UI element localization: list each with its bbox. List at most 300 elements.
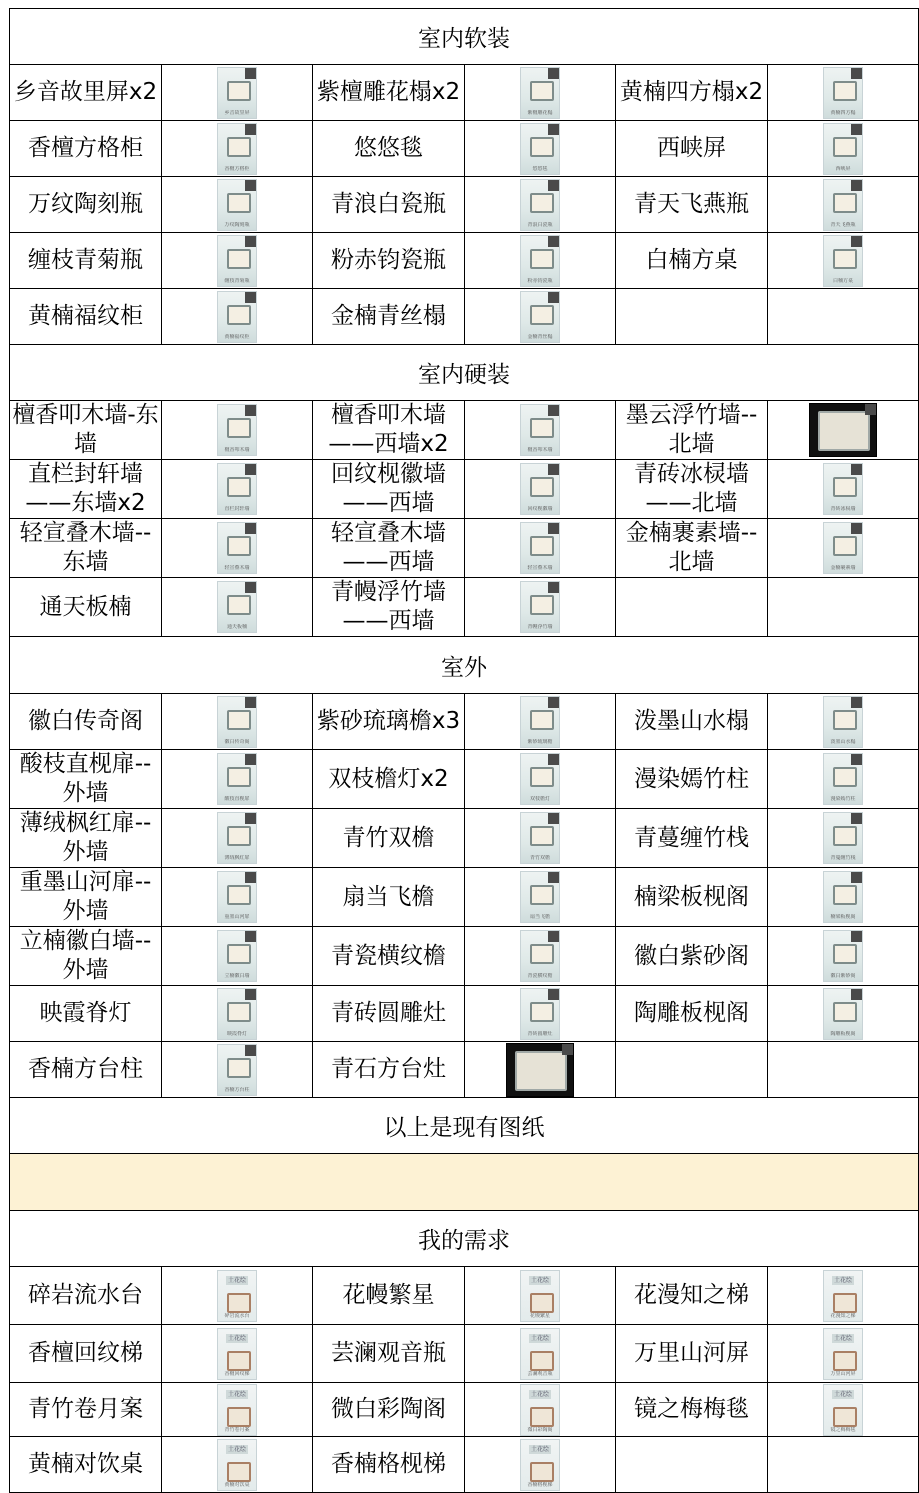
thumb-caption: 粉赤钧瓷瓶 [527,277,553,284]
item-name: 香楠格枧梯 [331,1451,446,1477]
item-name: 青竹双檐 [342,824,435,851]
item-name: 白楠方桌 [645,247,738,273]
item-thumb-cell [465,65,616,121]
item-thumb-cell [768,65,919,121]
item-name-cell [616,65,768,121]
blueprint-thumbnail [217,1384,257,1436]
item-thumb-cell [465,927,616,986]
thumb-caption: 缠枝青菊瓶 [224,277,250,284]
item-name-cell [10,289,162,345]
item-thumb-cell [465,809,616,868]
item-thumb-cell [162,868,313,927]
blueprint-thumbnail [217,696,257,748]
thumb-caption: 直栏封轩墙 [224,506,250,512]
item-thumb-cell [768,177,919,233]
item-thumb-cell [162,401,313,460]
item-thumb-cell [465,694,616,750]
thumb-caption: 西峡屏 [835,165,851,172]
thumb-caption: 重墨山河扉 [224,914,250,920]
item-name-cell [313,750,465,809]
thumb-caption: 轻宣叠木墙 [224,565,250,571]
item-name-cell [10,65,162,121]
item-thumb-cell [465,121,616,177]
item-name: 回纹枧徽墙——西墙 [331,461,446,516]
blueprint-thumbnail [823,235,863,287]
thumb-caption: 花缦繁星 [529,1312,550,1319]
blueprint-thumbnail [520,988,560,1040]
thumb-caption: 檀香叩木墙 [224,447,250,453]
table-row [10,1325,919,1383]
item-name: 轻宣叠木墙——西墙 [331,520,446,575]
blueprint-thumbnail [217,1439,257,1491]
item-name-cell [313,927,465,986]
thumb-caption: 双枝檐灯 [529,796,550,802]
item-name-cell [10,233,162,289]
blueprint-thumbnail [520,67,560,119]
thumb-caption: 镜之梅梅毯 [830,1426,856,1433]
thumb-caption: 金楠青丝榻 [527,333,553,340]
blueprint-thumbnail [520,812,560,864]
thumb-caption: 青砖冰棂墙 [830,506,856,512]
item-name: 碎岩流水台 [28,1282,143,1308]
item-thumb-cell [162,809,313,868]
blueprint-thumbnail [217,1270,257,1322]
item-name-cell [10,1437,162,1493]
table-row [10,1267,919,1325]
blueprint-thumbnail [823,871,863,923]
item-name-cell [616,809,768,868]
item-thumb-cell [768,694,919,750]
thumb-logo: 土花绘 [833,1334,852,1342]
item-name: 泼墨山水榻 [634,708,749,734]
blueprint-thumbnail [520,753,560,805]
table-row [10,927,919,986]
table-row [10,401,919,460]
thumb-caption: 花漫知之梯 [830,1312,856,1319]
item-thumb-cell [768,868,919,927]
item-thumb-cell [768,121,919,177]
item-thumb-cell [465,986,616,1042]
item-thumb-cell [768,1437,919,1493]
item-thumb-cell [162,694,313,750]
section-title: 室内软装 [10,9,919,65]
thumb-caption: 回纹枧徽墙 [527,506,553,512]
item-thumb-cell [465,1325,616,1383]
thumb-caption: 徽白紫砂阁 [830,973,856,979]
item-name-cell [313,1383,465,1437]
item-name: 青瓷横纹檐 [331,942,446,969]
item-name: 芸澜观音瓶 [331,1340,446,1366]
item-name: 万纹陶刻瓶 [28,191,143,217]
blueprint-thumbnail [217,235,257,287]
item-name-cell [616,460,768,519]
blueprint-thumbnail [506,1043,574,1097]
item-thumb-cell [465,289,616,345]
table-row [10,233,919,289]
section-title: 室外 [10,637,919,694]
item-name-cell [616,927,768,986]
blueprint-thumbnail [823,1270,863,1322]
item-thumb-cell [162,927,313,986]
thumb-caption: 楠梁板枧阁 [830,914,856,920]
thumb-caption: 泼墨山水榻 [830,738,856,745]
item-name: 万里山河屏 [634,1340,749,1366]
item-name-cell [616,1042,768,1098]
item-thumb-cell [162,1042,313,1098]
thumb-caption: 白楠方桌 [832,277,853,284]
item-thumb-cell [768,233,919,289]
item-name: 重墨山河扉--外墙 [19,869,152,924]
blueprint-thumbnail [217,404,257,456]
item-name-cell [10,1267,162,1325]
blueprint-thumbnail [520,522,560,574]
thumb-caption: 金楠裹素墙 [830,565,856,571]
item-name-cell [10,868,162,927]
thumb-caption: 紫檀雕花榻 [527,109,553,116]
table-row [10,65,919,121]
table-row [10,1437,919,1493]
item-name: 金楠裹素墙--北墙 [625,520,758,575]
blueprint-thumbnail [520,179,560,231]
item-thumb-cell [768,1267,919,1325]
item-name-cell [616,986,768,1042]
item-thumb-cell [768,927,919,986]
section-header-soft [10,9,919,65]
item-name: 漫染嫣竹柱 [634,765,749,792]
blueprint-thumbnail [823,123,863,175]
section-header-hard [10,345,919,401]
item-name: 香檀方格柜 [28,135,143,161]
blueprint-thumbnail [823,179,863,231]
item-name-cell [313,460,465,519]
item-thumb-cell [162,519,313,578]
thumb-caption: 微白彩陶阁 [527,1426,553,1433]
item-thumb-cell [465,578,616,637]
item-name: 缠枝青菊瓶 [28,247,143,273]
item-thumb-cell [465,1383,616,1437]
blueprint-thumbnail [217,871,257,923]
thumb-caption: 碎岩流水台 [224,1312,250,1319]
thumb-caption: 映霞脊灯 [226,1030,247,1037]
item-name-cell [313,1437,465,1493]
item-name: 酸枝直枧扉--外墙 [19,751,152,806]
thumb-logo: 土花绘 [833,1276,852,1284]
blueprint-thumbnail [520,1384,560,1436]
thumb-logo: 土花绘 [227,1390,246,1398]
blueprint-thumbnail [520,696,560,748]
blueprint-thumbnail [217,123,257,175]
item-name: 青幔浮竹墙——西墙 [331,579,446,634]
item-name-cell [313,809,465,868]
thumb-logo: 土花绘 [227,1334,246,1342]
thumb-logo: 土花绘 [227,1276,246,1284]
item-name-cell [10,460,162,519]
thumb-caption: 紫砂琉璃檐 [527,738,553,745]
item-thumb-cell [162,1267,313,1325]
item-thumb-cell [768,401,919,460]
thumb-caption: 青天飞燕瓶 [830,221,856,228]
table-row [10,121,919,177]
blueprint-thumbnail [520,581,560,633]
blueprint-thumbnail [217,1328,257,1380]
item-name-cell [10,1325,162,1383]
item-name-cell [313,401,465,460]
blueprint-thumbnail [520,871,560,923]
blueprint-thumbnail [823,522,863,574]
blueprint-thumbnail [823,812,863,864]
item-name-cell [10,401,162,460]
item-name-cell [10,694,162,750]
item-thumb-cell [162,1325,313,1383]
thumb-logo: 土花绘 [530,1276,549,1284]
item-thumb-cell [768,289,919,345]
blueprint-thumbnail [217,179,257,231]
thumb-caption: 万里山河屏 [830,1370,856,1377]
thumb-caption: 青浪白瓷瓶 [527,221,553,228]
table-row [10,1383,919,1437]
table-row [10,177,919,233]
item-name-cell [10,986,162,1042]
item-name: 徽白传奇阁 [28,708,143,734]
blueprint-thumbnail [823,463,863,515]
blueprint-thumbnail [217,1044,257,1096]
item-thumb-cell [162,289,313,345]
item-thumb-cell [465,460,616,519]
item-name: 青竹卷月案 [28,1396,143,1422]
item-name-cell [616,1267,768,1325]
item-name: 青石方台灶 [331,1056,446,1082]
thumb-logo: 土花绘 [530,1334,549,1342]
thumb-caption: 青竹卷月案 [224,1426,250,1433]
item-name-cell [616,578,768,637]
item-thumb-cell [162,578,313,637]
blueprint-thumbnail [823,988,863,1040]
item-name: 乡音故里屏x2 [13,79,158,105]
item-name: 双枝檐灯x2 [328,765,449,792]
thumb-logo: 土花绘 [833,1390,852,1398]
blueprint-thumbnail [217,522,257,574]
thumb-caption: 黄楠福纹柜 [224,333,250,340]
thumb-caption: 香楠方台柱 [224,1086,250,1093]
item-name: 通天板楠 [39,593,132,620]
item-name-cell [313,65,465,121]
blueprint-thumbnail [217,67,257,119]
blueprint-thumbnail [809,403,877,457]
thumb-caption: 青瓷横纹檐 [527,973,553,979]
item-name-cell [10,809,162,868]
table-row [10,986,919,1042]
item-name: 薄绒枫红扉--外墙 [19,810,152,865]
item-name-cell [10,1383,162,1437]
item-name-cell [616,694,768,750]
item-name-cell [313,177,465,233]
item-name-cell [616,868,768,927]
thumb-caption: 通天板楠 [226,624,247,630]
item-name-cell [10,750,162,809]
item-name-cell [313,578,465,637]
item-name: 黄楠福纹柜 [28,303,143,329]
thumb-caption: 檀香叩木墙 [527,447,553,453]
table-row [10,289,919,345]
item-thumb-cell [465,1042,616,1098]
thumb-caption: 万纹陶刻瓶 [224,221,250,228]
blueprint-thumbnail [217,988,257,1040]
thumb-caption: 香檀回纹梯 [224,1370,250,1377]
item-thumb-cell [162,177,313,233]
thumb-caption: 黄楠对饮桌 [224,1481,250,1488]
blueprint-thumbnail [823,67,863,119]
table-row [10,578,919,637]
blueprint-table [9,8,919,1493]
item-name: 黄楠对饮桌 [28,1451,143,1477]
item-name: 青砖圆雕灶 [331,1000,446,1026]
item-thumb-cell [162,986,313,1042]
item-name-cell [616,1325,768,1383]
item-name-cell [313,1267,465,1325]
item-name: 紫檀雕花榻x2 [316,79,461,105]
item-thumb-cell [768,986,919,1042]
section-title: 我的需求 [10,1211,919,1267]
item-name-cell [10,927,162,986]
item-name: 金楠青丝榻 [331,303,446,329]
thumb-caption: 芸澜观音瓶 [527,1370,553,1377]
item-name: 檀香叩木墙-东墙 [12,402,159,457]
blueprint-thumbnail [520,235,560,287]
item-name: 紫砂琉璃檐x3 [316,708,461,734]
item-thumb-cell [465,868,616,927]
item-thumb-cell [162,750,313,809]
item-thumb-cell [768,1383,919,1437]
blueprint-thumbnail [520,1439,560,1491]
item-name-cell [313,986,465,1042]
thumb-logo: 土花绘 [227,1445,246,1453]
item-thumb-cell [162,460,313,519]
item-name: 墨云浮竹墙--北墙 [625,402,758,457]
item-thumb-cell [465,750,616,809]
item-thumb-cell [768,1325,919,1383]
thumb-caption: 香楠格枧梯 [527,1481,553,1488]
blueprint-thumbnail [217,753,257,805]
item-thumb-cell [465,519,616,578]
blueprint-thumbnail [217,812,257,864]
empty-cell [10,1154,919,1211]
thumb-caption: 酸枝直枧扉 [224,796,250,802]
item-name-cell [616,121,768,177]
item-name-cell [313,1042,465,1098]
blueprint-thumbnail [823,930,863,982]
item-name-cell [313,121,465,177]
table-row [10,868,919,927]
item-name: 青浪白瓷瓶 [331,191,446,217]
blueprint-thumbnail [823,1384,863,1436]
item-name-cell [10,177,162,233]
item-name: 檀香叩木墙——西墙x2 [328,402,449,457]
thumb-caption: 徽白传奇阁 [224,738,250,745]
item-name-cell [616,177,768,233]
item-thumb-cell [162,121,313,177]
item-name: 楠梁板枧阁 [634,883,749,910]
blueprint-thumbnail [520,291,560,343]
item-name-cell [10,578,162,637]
blueprint-thumbnail [520,1270,560,1322]
section-header-outdoor [10,637,919,694]
item-name: 青天飞燕瓶 [634,191,749,217]
item-thumb-cell [768,519,919,578]
item-name: 轻宣叠木墙--东墙 [19,520,152,575]
thumb-logo: 土花绘 [530,1390,549,1398]
blueprint-thumbnail [217,930,257,982]
item-name: 立楠徽白墙--外墙 [19,928,152,983]
blueprint-thumbnail [823,1328,863,1380]
item-name-cell [313,694,465,750]
item-name-cell [616,1383,768,1437]
item-name: 青砖冰棂墙——北墙 [634,461,749,516]
item-name: 黄楠四方榻x2 [619,79,764,105]
item-name: 悠悠毯 [354,135,423,161]
item-name: 陶雕板枧阁 [634,1000,749,1026]
item-thumb-cell [162,1383,313,1437]
blueprint-thumbnail [520,404,560,456]
thumb-caption: 漫染嫣竹柱 [830,796,856,802]
section-header-summary [10,1098,919,1154]
item-thumb-cell [768,750,919,809]
item-name: 花漫知之梯 [634,1282,749,1308]
item-name: 映霞脊灯 [39,1000,132,1026]
item-name-cell [313,868,465,927]
section-title: 以上是现有图纸 [10,1098,919,1154]
blueprint-thumbnail [520,123,560,175]
highlight-band [10,1154,919,1211]
thumb-caption: 薄绒枫红扉 [224,855,250,861]
item-name: 香檀回纹梯 [28,1340,143,1366]
item-name-cell [313,519,465,578]
item-thumb-cell [768,809,919,868]
item-name: 直栏封轩墙——东墙x2 [25,461,146,516]
item-name: 青蔓缠竹栈 [634,824,749,851]
item-thumb-cell [465,233,616,289]
item-thumb-cell [768,460,919,519]
item-thumb-cell [162,233,313,289]
thumb-caption: 青幔浮竹墙 [527,624,553,630]
thumb-caption: 黄楠四方榻 [830,109,856,116]
item-name-cell [313,1325,465,1383]
thumb-caption: 青竹双檐 [529,855,550,861]
item-thumb-cell [465,401,616,460]
item-name-cell [313,233,465,289]
thumb-caption: 悠悠毯 [532,165,548,172]
item-name-cell [10,519,162,578]
item-name: 微白彩陶阁 [331,1396,446,1422]
item-name-cell [10,121,162,177]
item-thumb-cell [465,1437,616,1493]
table-row [10,809,919,868]
item-name: 镜之梅梅毯 [634,1396,749,1422]
item-name-cell [616,1437,768,1493]
thumb-caption: 轻宣叠木墙 [527,565,553,571]
item-name-cell [313,289,465,345]
item-name: 粉赤钧瓷瓶 [331,247,446,273]
thumb-caption: 陶雕板枧阁 [830,1030,856,1037]
item-name: 徽白紫砂阁 [634,942,749,969]
thumb-caption: 香檀方格柜 [224,165,250,172]
item-name-cell [616,233,768,289]
table-row [10,519,919,578]
item-name: 香楠方台柱 [28,1056,143,1082]
thumb-logo: 土花绘 [530,1445,549,1453]
blueprint-thumbnail [217,463,257,515]
item-thumb-cell [162,65,313,121]
item-thumb-cell [465,177,616,233]
